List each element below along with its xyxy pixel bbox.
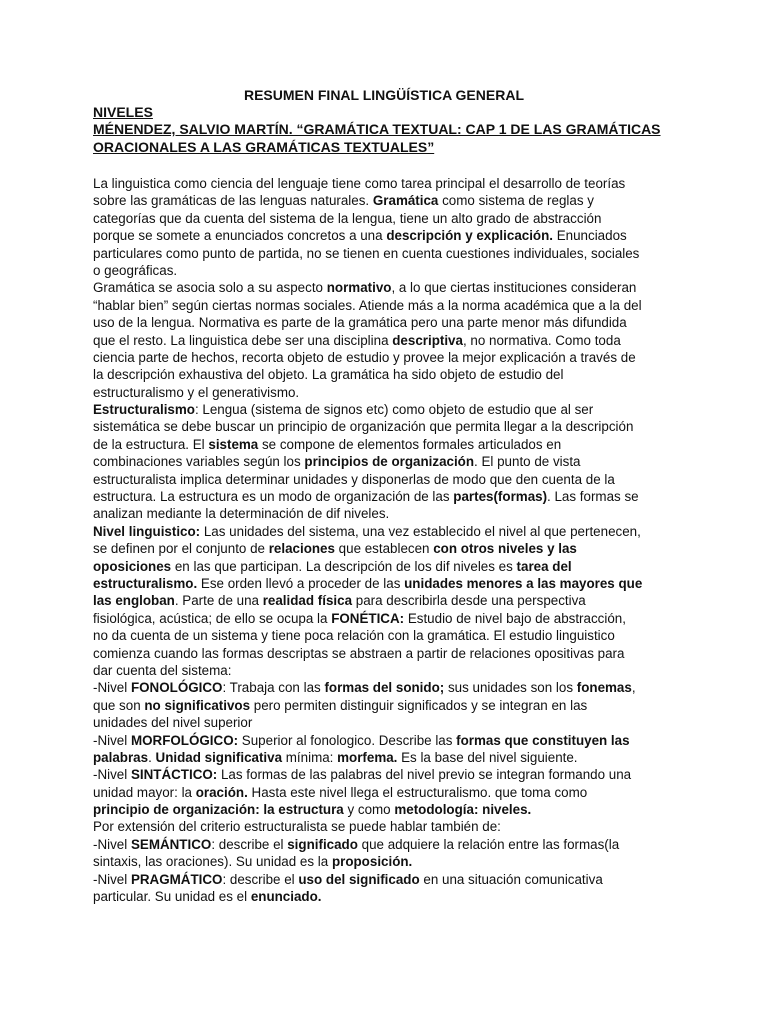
text-line [93, 714, 693, 731]
text-span: y como [343, 802, 395, 818]
text-span: , [631, 680, 636, 696]
bold-text: realidad física [262, 593, 353, 609]
text-line [93, 436, 693, 453]
text-line [93, 453, 693, 470]
text-span: como sistema de reglas y [438, 193, 594, 209]
bold-text: fonemas [576, 680, 632, 696]
text-span: en una situación comunicativa [419, 871, 603, 887]
heading-line: MÉNENDEZ, SALVIO MARTÍN. “GRAMÁTICA TEXTUAL: CAP 1 DE LAS GRAMÁTICAS [93, 121, 661, 138]
text-line [93, 366, 693, 383]
text-span: Ese orden llevó a proceder de las [197, 575, 405, 591]
text-span: categorías que da cuenta del sistema de la lengua, tiene un alto grado de abstracción [93, 210, 602, 226]
text-line [93, 175, 693, 192]
text-line [93, 227, 693, 244]
text-span: . Las formas se [547, 489, 639, 505]
bold-text: principios de organización [304, 454, 475, 470]
text-span: sus unidades son los [444, 680, 577, 696]
text-span: Superior al fonologico. Describe las [238, 732, 457, 748]
text-span: particular. Su unidad es el [93, 889, 251, 905]
text-span: estructura. La estructura es un modo de organización de las [93, 489, 454, 505]
text-line [93, 488, 693, 505]
bold-text: metodología: niveles. [394, 802, 532, 818]
bold-text: FONOLÓGICO [130, 680, 223, 696]
text-span: que adquiere la relación entre las formas(la [357, 836, 620, 852]
text-span: : describe el [222, 871, 299, 887]
bold-text: palabras [93, 749, 149, 765]
text-line [93, 192, 693, 209]
text-span: Gramática se asocia solo a su aspecto [93, 280, 327, 296]
text-line [93, 505, 693, 522]
text-span: Por extensión del criterio estructuralista se puede hablar también de: [93, 819, 501, 835]
text-span: se compone de elementos formales articulados en [258, 436, 562, 452]
text-span: no da cuenta de un sistema y tiene poca relación con la gramática. El estudio linguistico [93, 628, 615, 644]
text-span: . El punto de vista [474, 454, 581, 470]
bold-text: oración. [195, 784, 248, 800]
text-span: uso de la lengua. Normativa es parte de la gramática pero una parte menor más difundida [93, 315, 627, 331]
text-span: particulares como punto de partida, no se tienen en cuenta cuestiones individuales, sociales [93, 245, 640, 261]
text-span: analizan mediante la determinación de dif niveles. [93, 506, 390, 522]
text-span: o geográficas. [93, 262, 178, 278]
text-line [93, 853, 693, 870]
document-heading [93, 104, 693, 156]
text-span: que el resto. La linguistica debe ser una disciplina [93, 332, 393, 348]
text-line [93, 210, 693, 227]
text-line [93, 349, 693, 366]
text-line [93, 332, 693, 349]
text-line [93, 558, 693, 575]
text-span: que establecen [334, 541, 434, 557]
heading-line: NIVELES [93, 104, 153, 120]
bold-text: las engloban [93, 593, 175, 609]
text-line [93, 662, 693, 679]
text-span: . Parte de una [174, 593, 263, 609]
text-span: -Nivel [93, 732, 131, 748]
text-line [93, 645, 693, 662]
text-span: porque se somete a enunciados concretos a una [93, 228, 387, 244]
bold-text: descripción y explicación. [386, 228, 554, 244]
document-title: RESUMEN FINAL LINGÜÍSTICA GENERAL [243, 87, 524, 103]
bold-text: formas del sonido; [324, 680, 445, 696]
bold-text: no significativos [144, 697, 251, 713]
bold-text: SINTÁCTICO: [130, 767, 218, 783]
text-line [93, 610, 693, 627]
text-line [93, 888, 693, 905]
bold-text: normativo [326, 280, 392, 296]
text-line [93, 766, 693, 783]
text-span: de la estructura. El [93, 436, 209, 452]
text-span: estructuralista implica determinar unidades y disponerlas de modo que den cuenta de la [93, 471, 615, 487]
text-line [93, 732, 693, 749]
bold-text: con otros niveles y las [433, 541, 577, 557]
text-line [93, 279, 693, 296]
text-span: . [148, 749, 156, 765]
text-span: sobre las gramáticas de las lenguas naturales. [93, 193, 373, 209]
bold-text: tarea del [516, 558, 572, 574]
text-span: Las unidades del sistema, una vez establecido el nivel al que pertenecen, [200, 523, 641, 539]
text-line [93, 784, 693, 801]
text-span: Es la base del nivel siguiente. [397, 749, 578, 765]
text-line [93, 418, 693, 435]
bold-text: proposición. [331, 854, 413, 870]
text-span: se definen por el conjunto de [93, 541, 269, 557]
text-span: que son [93, 697, 145, 713]
bold-text: morfema. [337, 749, 398, 765]
text-line [93, 471, 693, 488]
text-span: pero permiten distinguir significados y se integran en las [250, 697, 588, 713]
text-line [93, 627, 693, 644]
text-span: estructuralismo y el generativismo. [93, 384, 300, 400]
text-span: , a lo que ciertas instituciones consideran [391, 280, 637, 296]
bold-text: SEMÁNTICO [130, 836, 212, 852]
bold-text: estructuralismo. [93, 575, 198, 591]
text-span: : Lengua (sistema de signos etc) como objeto de estudio que al ser [194, 402, 594, 418]
text-span: : describe el [211, 836, 288, 852]
text-line [93, 749, 693, 766]
bold-text: formas que constituyen las [456, 732, 630, 748]
text-span: Estudio de nivel bajo de abstracción, [404, 610, 626, 626]
text-line [93, 575, 693, 592]
text-span: Hasta este nivel llega el estructuralismo. que toma como [247, 784, 588, 800]
bold-text: unidades menores a las mayores que [404, 575, 643, 591]
bold-text: principio de organización: la estructura [93, 802, 344, 818]
bold-text: Gramática [372, 193, 439, 209]
text-line [93, 679, 693, 696]
text-span: combinaciones variables según los [93, 454, 305, 470]
bold-text: partes(formas) [453, 489, 548, 505]
text-span: comienza cuando las formas descriptas se abstraen a partir de relaciones opositivas para [93, 645, 625, 661]
text-span: -Nivel [93, 767, 131, 783]
text-span: -Nivel [93, 871, 131, 887]
bold-text: descriptiva [392, 332, 463, 348]
text-line [93, 818, 693, 835]
bold-text: Estructuralismo [93, 402, 195, 418]
text-span: mínima: [282, 749, 338, 765]
text-line [93, 836, 693, 853]
text-span: “hablar bien” según ciertas normas sociales. Atiende más a la norma académica que a la del [93, 297, 642, 313]
text-line [93, 401, 693, 418]
bold-text: relaciones [268, 541, 335, 557]
text-line [93, 297, 693, 314]
text-span: ciencia parte de hechos, recorta objeto de estudio y provee la mejor explicación a través de [93, 349, 636, 365]
text-line [93, 314, 693, 331]
text-line [93, 523, 693, 540]
text-span: Enunciados [553, 228, 627, 244]
bold-text: PRAGMÁTICO [130, 871, 223, 887]
text-span: -Nivel [93, 836, 131, 852]
bold-text: Nivel linguistico: [93, 523, 201, 539]
text-span: Las formas de las palabras del nivel previo se integran formando una [217, 767, 632, 783]
bold-text: FONÉTICA: [331, 610, 405, 626]
text-span: La linguistica como ciencia del lenguaje tiene como tarea principal el desarrollo de teorías [93, 176, 626, 191]
bold-text: significado [287, 836, 358, 852]
text-line [93, 262, 693, 279]
text-span: sintaxis, las oraciones). Su unidad es la [93, 854, 332, 870]
heading-line: ORACIONALES A LAS GRAMÁTICAS TEXTUALES” [93, 138, 435, 155]
bold-text: uso del significado [298, 871, 420, 887]
text-span: sistemática se debe buscar un principio de organización que permita llegar a la descripción [93, 419, 634, 435]
text-line [93, 697, 693, 714]
text-span: , no normativa. Como toda [462, 332, 621, 348]
text-line [93, 801, 693, 818]
text-span: : Trabaja con las [222, 680, 325, 696]
text-line [93, 245, 693, 262]
text-span: la descripción exhaustiva del objeto. La gramática ha sido objeto de estudio del [93, 367, 564, 383]
text-line [93, 384, 693, 401]
bold-text: MORFOLÓGICO: [130, 732, 239, 748]
text-span: fisiológica, acústica; de ello se ocupa la [93, 610, 332, 626]
text-span: -Nivel [93, 680, 131, 696]
bold-text: enunciado. [250, 889, 322, 905]
text-span: en las que participan. La descripción de los dif niveles es [171, 558, 517, 574]
bold-text: sistema [208, 436, 259, 452]
text-span: unidades del nivel superior [93, 715, 253, 731]
text-line [93, 871, 693, 888]
bold-text: Unidad significativa [155, 749, 283, 765]
text-span: unidad mayor: la [93, 784, 196, 800]
text-line [93, 592, 693, 609]
text-span: para describirla desde una perspectiva [352, 593, 586, 609]
text-span: dar cuenta del sistema: [93, 662, 232, 678]
text-line [93, 540, 693, 557]
document-body [93, 175, 693, 905]
bold-text: oposiciones [93, 558, 172, 574]
